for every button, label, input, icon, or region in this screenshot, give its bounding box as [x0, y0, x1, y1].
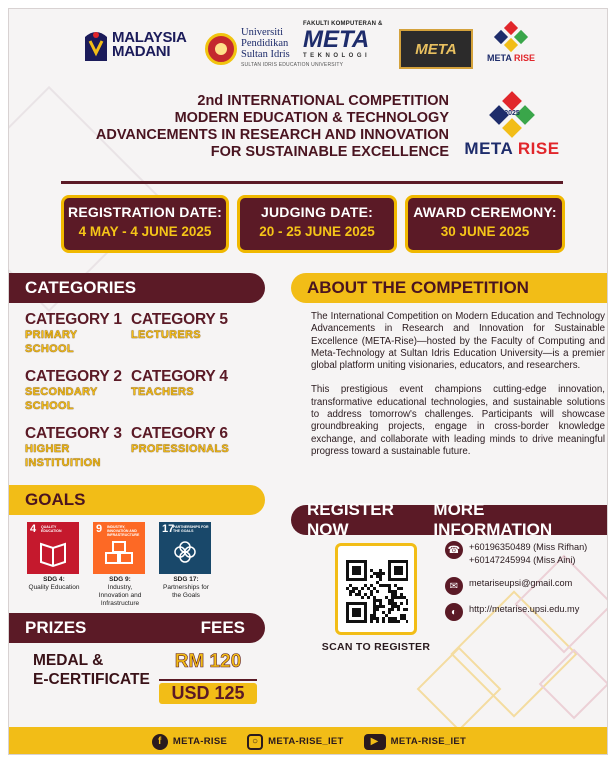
meta-rise-brand	[457, 93, 567, 159]
mail-icon: ✉	[445, 577, 463, 595]
sdg-9-tile	[93, 522, 145, 574]
title-line-4: FOR SUSTAINABLE EXCELLENCE	[210, 144, 449, 160]
category-1-desc-2: SCHOOL	[25, 343, 74, 355]
meta-rise-brand-icon	[490, 93, 534, 137]
category-2-desc-2: SCHOOL	[25, 400, 74, 412]
brand-rise: RISE	[517, 139, 560, 158]
registration-date-box	[61, 195, 229, 253]
facebook-link[interactable]	[152, 734, 227, 750]
sdg-9-caption: INDUSTRY, INNOVATION AND INFRASTRUCTURE	[107, 525, 140, 537]
category-2-desc-1: SECONDARY	[25, 386, 98, 398]
sdg-17-label-text: Partnerships for the Goals	[163, 584, 209, 599]
sdg-9-label-text: Industry, Innovation and Infrastructure	[98, 584, 142, 607]
sdg-4-label-text: Quality Education	[28, 584, 80, 591]
categories-header	[9, 273, 265, 303]
website-url[interactable]: http://metarise.upsi.edu.my	[469, 604, 580, 614]
title-line-1: 2nd INTERNATIONAL COMPETITION	[197, 93, 449, 109]
book-icon	[27, 522, 79, 574]
sdg-9	[93, 522, 147, 608]
event-title	[49, 93, 449, 161]
partnership-flower-icon	[159, 522, 211, 574]
judging-date-box	[237, 195, 397, 253]
sdg-9-label	[93, 576, 147, 608]
categories-title: CATEGORIES	[25, 278, 137, 297]
goals-header	[9, 485, 265, 515]
meta-solution-logo	[399, 29, 473, 69]
about-text	[311, 311, 605, 470]
category-5-name: CATEGORY 5	[131, 311, 228, 328]
upsi-line-1: Universiti	[241, 27, 283, 38]
sdg-4-number: 4	[30, 523, 37, 535]
cubes-icon	[93, 522, 145, 574]
category-1-desc-1: PRIMARY	[25, 329, 78, 341]
instagram-handle: META-RISE_IET	[268, 736, 344, 747]
sdg-17-caption: PARTNERSHIPS FOR THE GOALS	[173, 525, 209, 533]
madani-line-1: MALAYSIA	[112, 29, 187, 46]
fakulti-bottom-text: TEKNOLOGI	[303, 53, 371, 59]
category-6-desc: PROFESSIONALS	[131, 443, 230, 455]
madani-badge-icon	[83, 27, 109, 63]
judging-date-label: JUDGING DATE:	[260, 204, 373, 220]
prize-award-line-2: E-CERTIFICATE	[33, 671, 150, 688]
sdg-17	[159, 522, 213, 600]
category-4-name: CATEGORY 4	[131, 368, 228, 385]
about-paragraph-1: The International Competition on Modern Education and Technology Advancements in Research and Innovation for Sustainable Excellence (META-Rise)—hosted by the Faculty of Computing and Meta-Technology at Sultan Idris Education University—is a premier global platform uniting visionaries, educators, and researchers.	[311, 311, 605, 372]
title-line-2: MODERN EDUCATION & TECHNOLOGY	[174, 110, 449, 126]
phone-2[interactable]: +60147245994 (Miss Aini)	[469, 555, 576, 565]
phone-1[interactable]: +60196350489 (Miss Rifhan)	[469, 542, 588, 552]
sdg-4-label	[27, 576, 81, 592]
meta-rise-small-meta: META	[486, 53, 514, 63]
upsi-line-2: Pendidikan	[241, 38, 289, 49]
award-ceremony-box	[405, 195, 565, 253]
meta-rise-year: 2025	[504, 110, 520, 117]
register-info-header	[291, 500, 608, 539]
instagram-icon: ○	[247, 734, 263, 750]
poster	[8, 8, 608, 755]
qr-code-icon	[344, 552, 408, 628]
fee-international: USD 125	[159, 683, 257, 704]
facebook-handle: META-RISE	[172, 736, 228, 747]
logo-row	[9, 19, 608, 79]
social-footer	[9, 727, 608, 755]
contact-website	[445, 603, 579, 621]
category-2	[25, 368, 122, 413]
category-3-name: CATEGORY 3	[25, 425, 122, 442]
about-paragraph-2: This prestigious event champions cutting-edge innovation, transformative educational technologies, and sustainable solutions to address tomorrow's challenges. Participants will showcase groundbreaking projects, engage in cross-border knowledge exchange, and collaborate with leading minds to drive meaningful progress toward a sustainable future.	[311, 384, 605, 457]
registration-date-value: 4 MAY - 4 JUNE 2025	[78, 224, 212, 239]
sdg-17-label-bold: SDG 17:	[173, 576, 199, 583]
category-6	[131, 425, 229, 456]
sdg-4-tile	[27, 522, 79, 574]
email-address[interactable]: metariseupsi@gmail.com	[469, 578, 573, 588]
category-1	[25, 311, 122, 356]
category-3	[25, 425, 122, 470]
fakulti-meta-text: META	[303, 26, 370, 53]
upsi-seal-icon	[205, 33, 237, 65]
youtube-link[interactable]	[364, 734, 467, 750]
instagram-link[interactable]	[247, 734, 344, 750]
award-ceremony-value: 30 JUNE 2025	[440, 224, 530, 239]
registration-date-label: REGISTRATION DATE:	[68, 204, 222, 220]
contact-phone	[445, 541, 587, 567]
sdg-17-number: 17	[162, 523, 175, 535]
meta-rise-small-icon	[496, 23, 526, 51]
sdg-17-label	[159, 576, 213, 600]
madani-line-2: MADANI	[112, 43, 171, 60]
about-title: ABOUT THE COMPETITION	[307, 278, 529, 297]
upsi-subtitle: SULTAN IDRIS EDUCATION UNIVERSITY	[241, 62, 344, 68]
more-information-title: MORE INFORMATION	[433, 500, 553, 539]
prizes-title: PRIZES	[25, 618, 87, 637]
sdg-9-label-bold: SDG 9:	[109, 576, 131, 583]
category-2-name: CATEGORY 2	[25, 368, 122, 385]
contact-email	[445, 577, 572, 595]
goals-title: GOALS	[25, 490, 86, 509]
fakulti-top-text: FAKULTI KOMPUTERAN &	[303, 21, 383, 27]
title-divider	[61, 181, 563, 184]
category-4	[131, 368, 228, 399]
upsi-line-3: Sultan Idris	[241, 49, 290, 60]
title-line-3: ADVANCEMENTS IN RESEARCH AND INNOVATION	[95, 127, 449, 143]
fakulti-meta-logo	[303, 21, 395, 59]
category-1-name: CATEGORY 1	[25, 311, 122, 328]
category-4-desc: TEACHERS	[131, 386, 194, 398]
judging-date-value: 20 - 25 JUNE 2025	[259, 224, 375, 239]
meta-rise-small-rise: RISE	[513, 53, 535, 63]
youtube-icon: ▶	[364, 734, 386, 750]
globe-icon: ◐	[445, 603, 463, 621]
sdg-4	[27, 522, 81, 592]
sdg-17-tile	[159, 522, 211, 574]
registration-qr-code[interactable]	[335, 543, 417, 635]
meta-solution-text: META	[415, 40, 457, 58]
award-ceremony-label: AWARD CEREMONY:	[413, 204, 557, 220]
category-6-name: CATEGORY 6	[131, 425, 228, 442]
category-3-desc-2: INSTITUITION	[25, 457, 101, 469]
youtube-handle: META-RISE_IET	[390, 736, 467, 747]
sdg-9-number: 9	[96, 523, 103, 535]
category-5	[131, 311, 228, 342]
prize-award	[33, 651, 150, 689]
sdg-4-caption: QUALITY EDUCATION	[41, 525, 62, 533]
phone-icon: ☎	[445, 541, 463, 559]
prize-award-line-1: MEDAL &	[33, 652, 104, 669]
fee-local: RM 120	[174, 651, 242, 672]
meta-rise-small-logo	[481, 23, 541, 63]
scan-to-register-label: SCAN TO REGISTER	[321, 641, 431, 653]
category-3-desc-1: HIGHER	[25, 443, 70, 455]
fee-divider	[159, 679, 257, 681]
sdg-4-label-bold: SDG 4:	[43, 576, 65, 583]
brand-meta: META	[464, 139, 518, 158]
facebook-icon: f	[152, 734, 168, 750]
fees-title: FEES	[200, 618, 245, 637]
about-header	[291, 273, 608, 303]
prizes-fees-header	[9, 613, 265, 643]
category-5-desc: LECTURERS	[131, 329, 201, 341]
register-now-title: REGISTER NOW	[307, 500, 394, 539]
malaysia-madani-logo	[83, 27, 187, 63]
